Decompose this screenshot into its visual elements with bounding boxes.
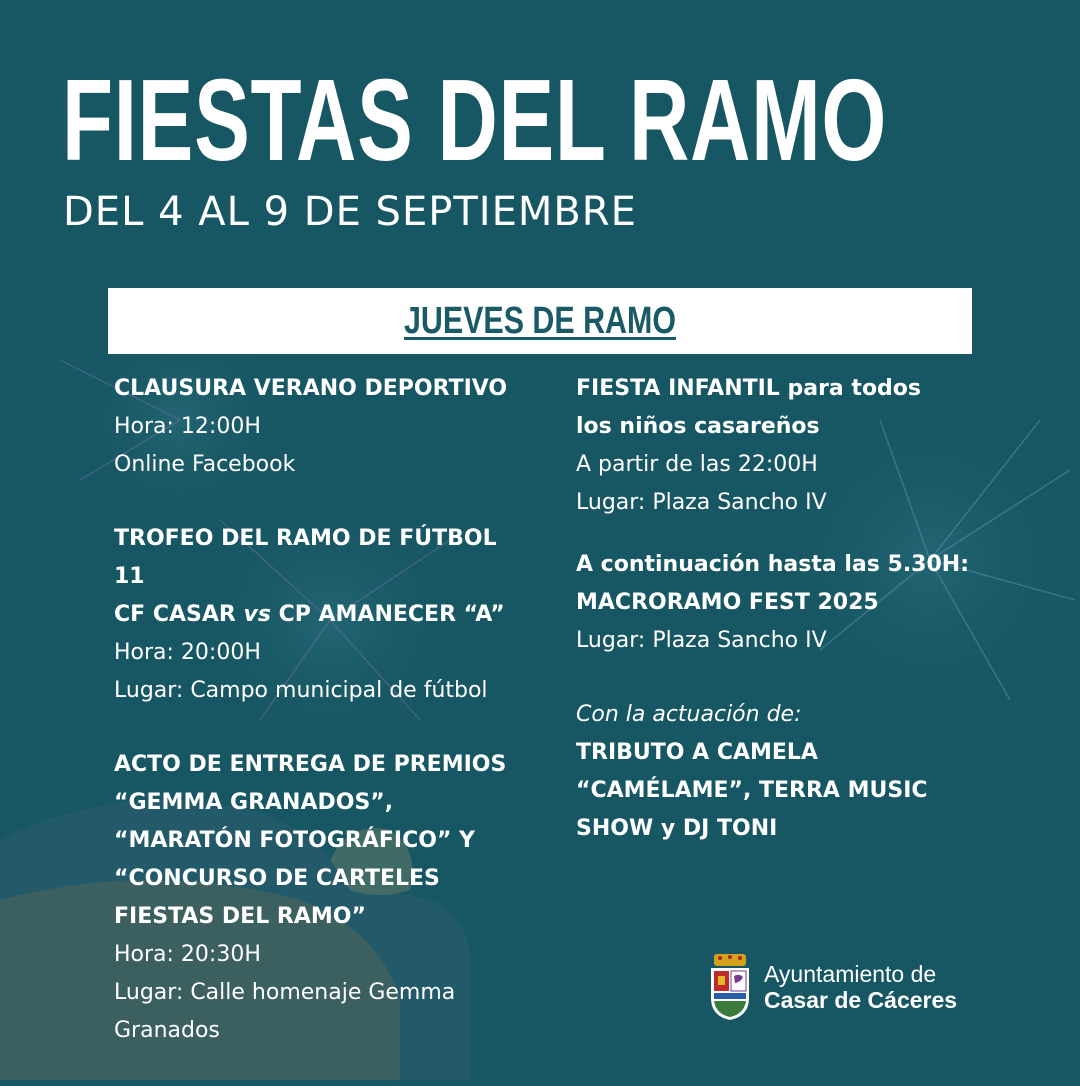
logo-text (764, 961, 957, 1013)
event-title: FIESTAS DEL RAMO” (114, 904, 366, 929)
event-title: “CAMÉLAME”, TERRA MUSIC (576, 778, 928, 803)
event-intro: Con la actuación de: (576, 702, 802, 727)
event-time: Hora: 20:30H (114, 942, 261, 967)
ayuntamiento-logo (708, 952, 957, 1022)
event-macroramo (576, 546, 1016, 660)
event-title: CLAUSURA VERANO DEPORTIVO (114, 376, 508, 401)
event-title: A continuación hasta las 5.30H: (576, 552, 970, 577)
event-place: Granados (114, 1018, 220, 1043)
event-time: A partir de las 22:00H (576, 452, 818, 477)
day-banner (108, 288, 972, 354)
event-actuacion (576, 696, 1016, 848)
team-a: CF CASAR (114, 602, 244, 627)
poster-title: FIESTAS DEL RAMO (62, 55, 888, 185)
event-title: los niños casareños (576, 414, 820, 439)
event-place: Lugar: Plaza Sancho IV (576, 490, 827, 515)
versus: vs (243, 602, 271, 627)
event-time: Hora: 12:00H (114, 414, 261, 439)
event-place: Lugar: Calle homenaje Gemma (114, 980, 456, 1005)
event-title: TRIBUTO A CAMELA (576, 740, 818, 765)
event-clausura (114, 370, 534, 484)
coat-of-arms-icon (708, 952, 752, 1022)
event-title: “CONCURSO DE CARTELES (114, 866, 440, 891)
event-title: MACRORAMO FEST 2025 (576, 590, 879, 615)
event-title: “MARATÓN FOTOGRÁFICO” Y (114, 828, 475, 853)
event-place: Online Facebook (114, 452, 296, 477)
team-b: CP AMANECER “A” (270, 602, 505, 627)
event-premios (114, 746, 534, 1050)
day-heading: JUEVES DE RAMO (404, 299, 676, 342)
right-column (576, 370, 1016, 884)
event-title: “GEMMA GRANADOS”, (114, 790, 394, 815)
event-fiesta-infantil (576, 370, 1016, 522)
event-title: FIESTA INFANTIL para todos (576, 376, 922, 401)
event-place: Lugar: Campo municipal de fútbol (114, 678, 488, 703)
logo-line-1: Ayuntamiento de (764, 961, 937, 987)
event-time: Hora: 20:00H (114, 640, 261, 665)
poster-subtitle: DEL 4 AL 9 DE SEPTIEMBRE (63, 189, 637, 235)
logo-line-2: Casar de Cáceres (764, 987, 958, 1013)
event-place: Lugar: Plaza Sancho IV (576, 628, 827, 653)
event-trofeo (114, 520, 534, 710)
event-title: SHOW y DJ TONI (576, 816, 778, 841)
event-title: ACTO DE ENTREGA DE PREMIOS (114, 752, 507, 777)
event-title: TROFEO DEL RAMO DE FÚTBOL 11 (114, 526, 497, 589)
event-match (114, 596, 534, 634)
left-column (114, 370, 534, 1086)
